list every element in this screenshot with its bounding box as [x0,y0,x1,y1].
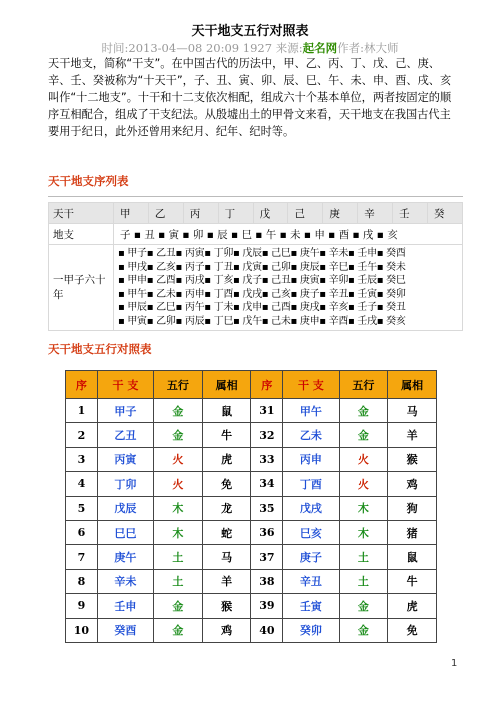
table-row [66,545,437,569]
ganzhi-cell: 丙寅 [97,447,153,471]
seq-cell: 6 [66,520,98,544]
zhi-row [49,224,463,245]
zodiac-cell: 牛 [388,569,437,593]
meta-time: 时间:2013-04—08 20:09 1927 来源: [101,41,303,55]
meta-author: 作者:林大师 [337,41,399,55]
wuxing-cell: 木 [154,520,203,544]
jiazi-line: ▪ 甲辰▪ 乙巳▪ 丙午▪ 丁未▪ 戊申▪ 己酉▪ 庚戌▪ 辛亥▪ 壬子▪ 癸丑 [118,302,406,313]
wuxing-cell: 金 [339,618,388,642]
ganzhi-cell: 戊辰 [97,496,153,520]
wuxing-table [65,370,437,643]
zodiac-cell: 马 [202,545,251,569]
table-row [66,594,437,618]
page-number: 1 [451,658,458,669]
seq-cell: 31 [251,399,283,423]
gan-cell: 甲 [114,203,149,224]
seq-cell: 40 [251,618,283,642]
zodiac-cell: 免 [388,618,437,642]
jiazi-line: ▪ 甲戌▪ 乙亥▪ 丙子▪ 丁丑▪ 戊寅▪ 己卯▪ 庚辰▪ 辛巳▪ 壬午▪ 癸未 [118,261,406,273]
header-zodiac: 属相 [388,371,437,399]
wuxing-cell: 金 [339,594,388,618]
jiazi-row [49,245,463,331]
seq-cell: 33 [251,447,283,471]
table-row [66,472,437,496]
wuxing-cell: 金 [154,423,203,447]
section-heading-wuxing: 天干地支五行对照表 [48,342,152,356]
gan-cell: 戊 [253,203,288,224]
seq-cell: 36 [251,520,283,544]
zodiac-cell: 狗 [388,496,437,520]
wuxing-cell: 金 [154,594,203,618]
gan-cell: 壬 [393,203,428,224]
wuxing-cell: 土 [339,545,388,569]
ganzhi-cell: 丁卯 [97,472,153,496]
wuxing-cell: 木 [339,520,388,544]
seq-cell: 10 [66,618,98,642]
wuxing-cell: 金 [339,423,388,447]
jiazi-cell [114,245,463,331]
divider [48,196,463,197]
ganzhi-cell: 壬申 [97,594,153,618]
ganzhi-cell: 庚午 [97,545,153,569]
document-title: 天干地支五行对照表 [191,24,309,39]
wuxing-cell: 土 [154,569,203,593]
ganzhi-cell: 巳亥 [283,520,339,544]
intro-paragraph: 天干地支，简称“干支”。在中国古代的历法中，甲、乙、丙、丁、戊、己、庚、辛、壬、癸被称为“十天干”，子、丑、寅、卯、辰、巳、午、未、申、酉、戌、亥叫作“十二地支”。十干和十二支依次相配，组成六十个基本单位，两者按固定的顺序互相配合，组成了干支纪法。从殷墟出土的甲骨文来看，天干地支在我国古代主要用于纪日，此外还曾用来纪月、纪年、纪时等。 [48,57,452,138]
gan-label: 天干 [49,203,114,224]
zodiac-cell: 虎 [388,594,437,618]
seq-cell: 35 [251,496,283,520]
header-ganzhi: 干 支 [97,371,153,399]
ganzhi-cell: 甲午 [283,399,339,423]
ganzhi-cell: 壬寅 [283,594,339,618]
jiazi-line: ▪ 甲寅▪ 乙卯▪ 丙辰▪ 丁巳▪ 戊午▪ 己未▪ 庚申▪ 辛酉▪ 壬戌▪ 癸亥 [118,315,406,327]
seq-cell: 34 [251,472,283,496]
ganzhi-cell: 戊戌 [283,496,339,520]
zodiac-cell: 虎 [202,447,251,471]
sequence-table [48,202,463,331]
gan-cell: 丙 [183,203,218,224]
ganzhi-cell: 巳巳 [97,520,153,544]
zodiac-cell: 免 [202,472,251,496]
gan-cell: 乙 [148,203,183,224]
wuxing-header-row [66,371,437,399]
wuxing-cell: 金 [339,399,388,423]
table-row [66,496,437,520]
gan-cell: 庚 [323,203,358,224]
table-row [66,447,437,471]
table-row [66,618,437,642]
ganzhi-cell: 丙申 [283,447,339,471]
jiazi-label: 一甲子六十年 [49,245,114,331]
seq-cell: 4 [66,472,98,496]
zodiac-cell: 猴 [202,594,251,618]
ganzhi-cell: 辛丑 [283,569,339,593]
zodiac-cell: 牛 [202,423,251,447]
ganzhi-cell: 癸酉 [97,618,153,642]
ganzhi-cell: 辛未 [97,569,153,593]
wuxing-cell: 木 [154,496,203,520]
seq-cell: 9 [66,594,98,618]
wuxing-cell: 土 [339,569,388,593]
header-seq: 序 [251,371,283,399]
gan-cell: 癸 [428,203,463,224]
zhi-cell: 子 ▪ 丑 ▪ 寅 ▪ 卯 ▪ 辰 ▪ 巳 ▪ 午 ▪ 未 ▪ 申 ▪ 酉 ▪ 戌 ▪ 亥 [114,224,463,245]
wuxing-cell: 土 [154,545,203,569]
table-row [66,399,437,423]
seq-cell: 2 [66,423,98,447]
zodiac-cell: 鸡 [202,618,251,642]
zodiac-cell: 马 [388,399,437,423]
zodiac-cell: 龙 [202,496,251,520]
wuxing-cell: 金 [154,399,203,423]
seq-cell: 7 [66,545,98,569]
wuxing-cell: 火 [154,472,203,496]
gan-cell: 辛 [358,203,393,224]
header-ganzhi: 干 支 [283,371,339,399]
zodiac-cell: 羊 [202,569,251,593]
article-meta [0,40,500,56]
header-wuxing: 五行 [339,371,388,399]
jiazi-line: ▪ 甲午▪ 乙未▪ 丙申▪ 丁酉▪ 戊戌▪ 己亥▪ 庚子▪ 辛丑▪ 壬寅▪ 癸卯 [118,288,406,300]
section-heading-sequence: 天干地支序列表 [48,174,129,188]
ganzhi-cell: 丁酉 [283,472,339,496]
seq-cell: 37 [251,545,283,569]
gan-cell: 丁 [218,203,253,224]
header-zodiac: 属相 [202,371,251,399]
ganzhi-cell: 甲子 [97,399,153,423]
zodiac-cell: 鼠 [388,545,437,569]
source-link[interactable]: 起名网 [302,41,338,55]
gan-row [49,203,463,224]
zodiac-cell: 猴 [388,447,437,471]
seq-cell: 38 [251,569,283,593]
seq-cell: 39 [251,594,283,618]
jiazi-line: ▪ 甲子▪ 乙丑▪ 丙寅▪ 丁卯▪ 戊辰▪ 己巳▪ 庚午▪ 辛未▪ 壬申▪ 癸酉 [118,248,406,259]
zodiac-cell: 羊 [388,423,437,447]
ganzhi-cell: 庚子 [283,545,339,569]
gan-cell: 己 [288,203,323,224]
zhi-label: 地支 [49,224,114,245]
table-row [66,569,437,593]
header-wuxing: 五行 [154,371,203,399]
ganzhi-cell: 乙未 [283,423,339,447]
seq-cell: 3 [66,447,98,471]
seq-cell: 32 [251,423,283,447]
zodiac-cell: 蛇 [202,520,251,544]
zodiac-cell: 猪 [388,520,437,544]
wuxing-cell: 火 [339,447,388,471]
jiazi-line: ▪ 甲申▪ 乙酉▪ 丙戌▪ 丁亥▪ 戊子▪ 己丑▪ 庚寅▪ 辛卯▪ 壬辰▪ 癸巳 [118,275,406,286]
table-row [66,520,437,544]
wuxing-cell: 火 [154,447,203,471]
ganzhi-cell: 乙丑 [97,423,153,447]
seq-cell: 1 [66,399,98,423]
wuxing-cell: 火 [339,472,388,496]
seq-cell: 8 [66,569,98,593]
table-row [66,423,437,447]
seq-cell: 5 [66,496,98,520]
zodiac-cell: 鼠 [202,399,251,423]
zodiac-cell: 鸡 [388,472,437,496]
ganzhi-cell: 癸卯 [283,618,339,642]
header-seq: 序 [66,371,98,399]
wuxing-cell: 木 [339,496,388,520]
wuxing-cell: 金 [154,618,203,642]
